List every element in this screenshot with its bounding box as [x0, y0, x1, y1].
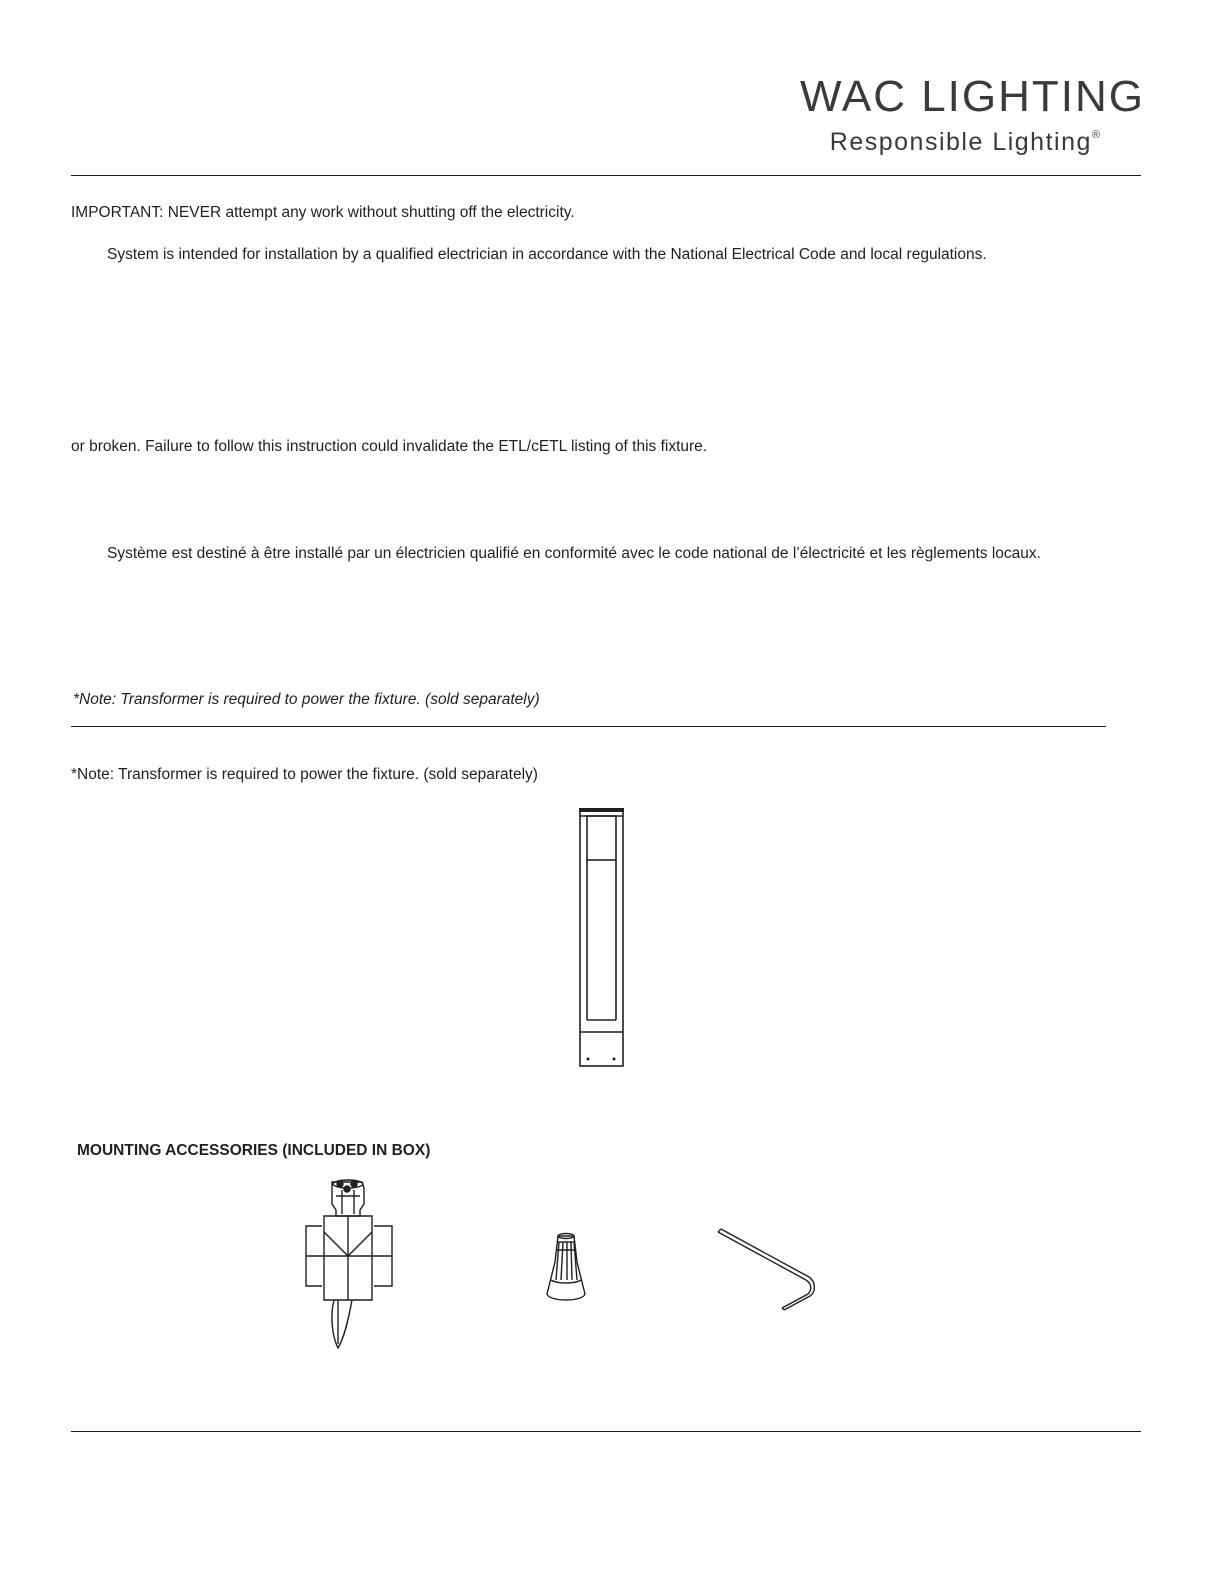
- hex-key-icon: [716, 1228, 816, 1318]
- transformer-note-italic: *Note: Transformer is required to power the fixture. (sold separately): [73, 691, 540, 708]
- listing-warning: or broken. Failure to follow this instruction could invalidate the ETL/cETL listing of this fixture.: [71, 438, 708, 455]
- important-warning: IMPORTANT: NEVER attempt any work without shutting off the electricity.: [71, 204, 575, 221]
- installation-note-fr: Système est destiné à être installé par un électricien qualifié en conformité avec le code national de l’électricité et les règlements locaux.: [107, 545, 1041, 562]
- brand-tagline-text: Responsible Lighting: [829, 128, 1092, 156]
- brand-tagline: [700, 128, 1100, 157]
- footer-divider: [71, 1431, 1141, 1432]
- header-divider: [71, 175, 1141, 176]
- wire-nut-icon: [543, 1232, 589, 1306]
- registered-mark: ®: [1091, 129, 1100, 141]
- accessories-heading: MOUNTING ACCESSORIES (INCLUDED IN BOX): [77, 1142, 431, 1159]
- ground-stake-icon: [302, 1176, 398, 1352]
- brand-name: WAC LIGHTING: [799, 72, 1145, 121]
- installation-note-en: System is intended for installation by a qualified electrician in accordance with the National Electrical Code and local regulations.: [107, 246, 987, 263]
- section-divider: [71, 726, 1106, 727]
- bollard-fixture-icon: [578, 806, 628, 1068]
- transformer-note: *Note: Transformer is required to power the fixture. (sold separately): [71, 766, 538, 783]
